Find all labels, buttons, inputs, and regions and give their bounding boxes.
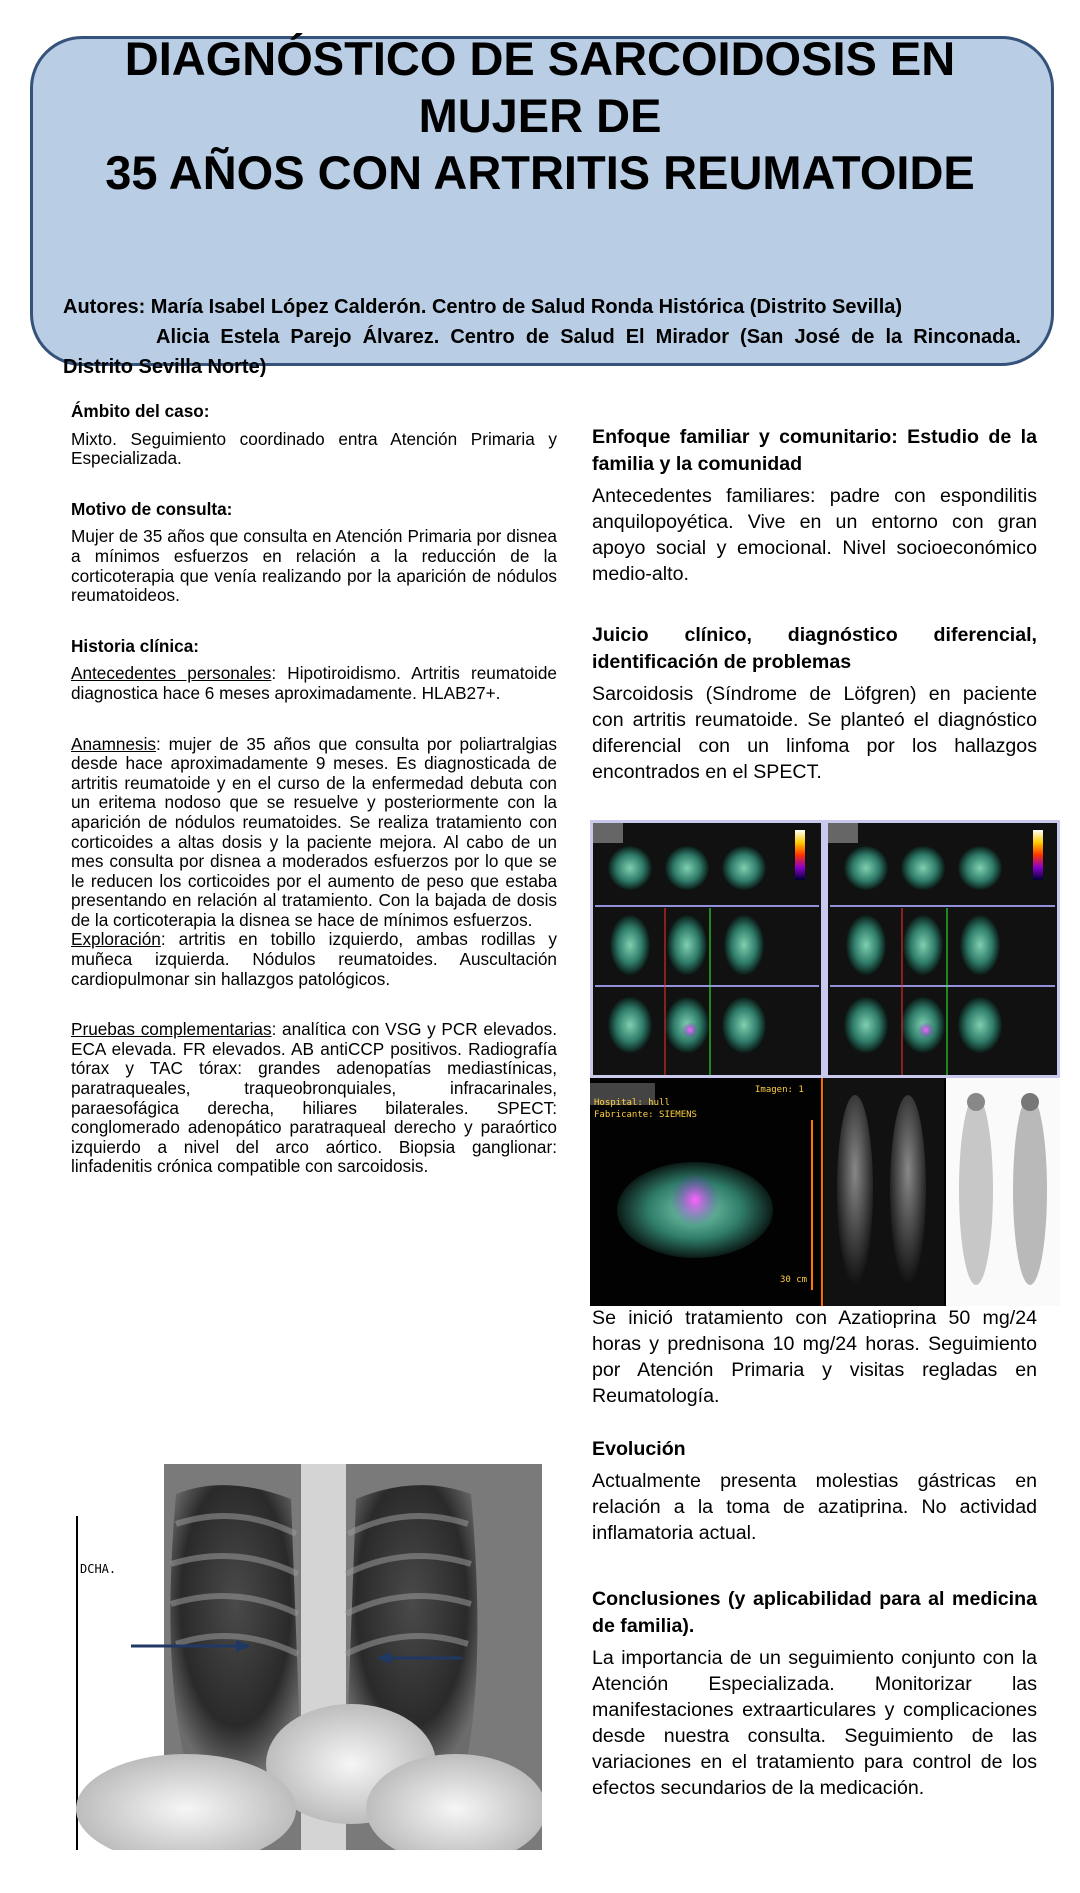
title-line-3: 35 AÑOS CON ARTRITIS REUMATOIDE [105, 146, 975, 199]
tratamiento-text: Se inició tratamiento con Azatioprina 50 mg/24 horas y prednisona 10 mg/24 horas. Seguimiento por Atención Primaria y visitas regladas en Reumatología. [592, 1307, 1037, 1407]
ambito-text: Mixto. Seguimiento coordinado entra Atención Primaria y Especializada. [71, 428, 557, 469]
evolucion-section [592, 1436, 1037, 1546]
body-scan-dark-panel [824, 1078, 944, 1306]
anamnesis-paragraph [71, 735, 557, 931]
chest-xray-graphic [76, 1464, 542, 1850]
conclusiones-heading: Conclusiones (y aplicabilidad para al medicina de familia). [592, 1588, 1037, 1637]
spect-maker-label: Fabricante: SIEMENS [594, 1110, 697, 1120]
left-column [71, 402, 557, 1177]
antecedentes-label: Antecedentes personales [71, 663, 272, 684]
juicio-heading: Juicio clínico, diagnóstico diferencial, identificación de problemas [592, 624, 1037, 673]
spect-image [590, 820, 1060, 1306]
spect-collage-graphic [590, 820, 1060, 1306]
pruebas-paragraph [71, 1020, 557, 1177]
chest-xray-image [76, 1464, 542, 1850]
conclusiones-text: La importancia de un seguimiento conjunto con la Atención Especializada. Monitorizar las manifestaciones extraarticulares y complicaciones desde nuestra consulta. Seguimiento de las variaciones en el tratamiento para control de los efectos secundarios de la medicación. [592, 1647, 1037, 1799]
pruebas-text: : analítica con VSG y PCR elevados. ECA elevada. FR elevados. AB antiCCP positivos. Radiografía tórax y TAC tórax: grandes adenopatías mediastínicas, paratraqueales, traqueobronquiales, infracarinales, paraesofágica derecha, hiliares bilaterales. SPECT: conglomerado adenopático paratraqueal derecho y paraórtico izquierdo a nivel del arco aórtico. Biopsia ganglionar: linfadenitis crónica compatible con sarcoidosis. [71, 1019, 557, 1177]
antecedentes-paragraph [71, 664, 557, 703]
evolucion-heading: Evolución [592, 1438, 686, 1460]
exploracion-text: : artritis en tobillo izquierdo, ambas rodillas y muñeca izquierda. Nódulos reumatoides. Auscultación cardiopulmonar sin hallazgos patológicos. [71, 929, 557, 989]
tratamiento-section [592, 1305, 1037, 1409]
spect-panel-right [828, 823, 1057, 1075]
title-line-2: MUJER DE [418, 89, 662, 142]
spect-scale-label: 30 cm [780, 1275, 808, 1285]
xray-side-label: DCHA. [80, 1562, 117, 1576]
spect-panel-left [593, 823, 821, 1075]
authors [63, 292, 1021, 382]
ambito-heading: Ámbito del caso: [71, 401, 210, 421]
enfoque-heading: Enfoque familiar y comunitario: Estudio de la familia y la comunidad [592, 426, 1037, 475]
author-2: Alicia Estela Parejo Álvarez. Centro de Salud El Mirador (San José de la Rinconada. Distrito Sevilla Norte) [63, 326, 1021, 378]
anamnesis-text: : mujer de 35 años que consulta por poliartralgias desde hace aproximadamente 9 meses. Es diagnosticada de artritis reumatoide y en el curso de la enfermedad debuta con un eritema nodoso que se resuelve y posteriormente con la aparición de nódulos reumatoides. Se realiza tratamiento con corticoides a altas dosis y la paciente mejora. Al cabo de un mes consulta por disnea a moderados esfuerzos por lo que se le reducen los corticoides por el aumento de peso que estaba presentando en relación al tratamiento. Con la bajada de dosis de la corticoterapia la disnea se hace de mínimos esfuerzos. [71, 733, 557, 930]
motivo-text: Mujer de 35 años que consulta en Atención Primaria por disnea a mínimos esfuerzos en relación a la reducción de la corticoterapia que venía realizando por la aparición de nódulos reumatoideos. [71, 526, 557, 606]
evolucion-text: Actualmente presenta molestias gástricas en relación a la toma de azatiprina. No actividad inflamatoria actual. [592, 1470, 1037, 1544]
antecedentes-text: : Hipotiroidismo. Artritis reumatoide diagnostica hace 6 meses aproximadamente. HLAB27+. [71, 663, 557, 703]
exploracion-paragraph [71, 930, 557, 989]
author-1: Autores: María Isabel López Calderón. Centro de Salud Ronda Histórica (Distrito Sevilla) [63, 296, 903, 318]
juicio-text: Sarcoidosis (Síndrome de Löfgren) en paciente con artritis reumatoide. Se planteó el diagnóstico diferencial con un linfoma por los hallazgos encontrados en el SPECT. [592, 683, 1037, 783]
anamnesis-label: Anamnesis [71, 733, 157, 754]
motivo-heading: Motivo de consulta: [71, 498, 233, 519]
spect-hospital-label: Hospital: hull [594, 1098, 670, 1108]
spect-image-number: Imagen: 1 [755, 1085, 804, 1095]
conclusiones-section [592, 1586, 1037, 1801]
pruebas-label: Pruebas complementarias [71, 1019, 272, 1040]
title-line-1: DIAGNÓSTICO DE SARCOIDOSIS EN [124, 32, 956, 85]
juicio-section [592, 622, 1037, 785]
exploracion-label: Exploración [71, 929, 161, 950]
body-scan-light-panel [946, 1078, 1060, 1306]
historia-heading: Historia clínica: [71, 635, 199, 656]
enfoque-text: Antecedentes familiares: padre con espondilitis anquilopoyética. Vive en un entorno con gran apoyo social y emocional. Nivel socioeconómico medio-alto. [592, 485, 1037, 585]
poster-title [0, 30, 1080, 201]
enfoque-section [592, 424, 1037, 587]
